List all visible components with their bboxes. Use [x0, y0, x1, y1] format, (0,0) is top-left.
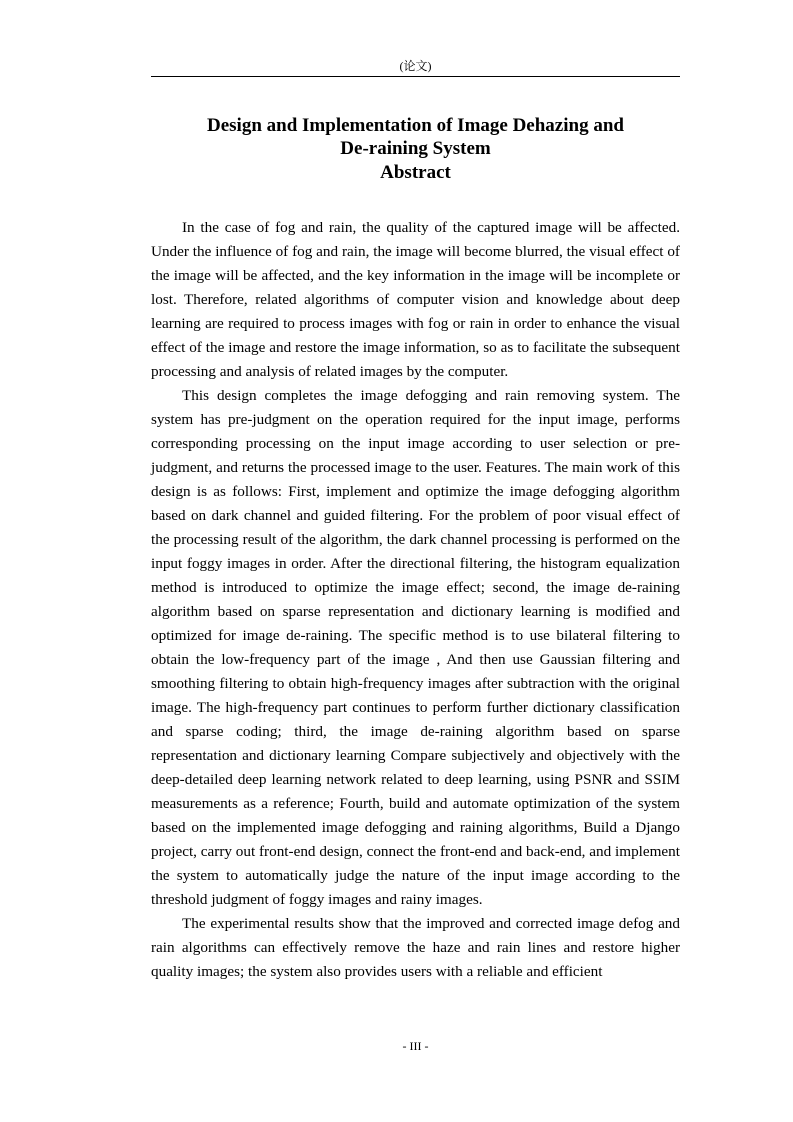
- abstract-heading: Abstract: [380, 162, 451, 183]
- abstract-paragraph-2: This design completes the image defogging and rain removing system. The system has pre-judgment on the operation required for the input image, performs corresponding processing on the input image according to user selection or pre-judgment, and returns the processed image to the user. Features. The main work of this design is as follows: First, implement and optimize the image defogging algorithm based on dark channel and guided filtering. For the problem of poor visual effect of the processing result of the algorithm, the dark channel processing is performed on the input foggy images in order. After the directional filtering, the histogram equalization method is introduced to optimize the image effect; second, the image de-raining algorithm based on sparse representation and dictionary learning is modified and optimized for image de-raining. The specific method is to use bilateral filtering to obtain the low-frequency part of the image , And then use Gaussian filtering and smoothing filtering to obtain high-frequency images after subtraction with the original image. The high-frequency part continues to perform further dictionary classification and sparse coding; third, the image de-raining algorithm based on sparse representation and dictionary learning Compare subjectively and objectively with the deep-detailed deep learning network related to deep learning, using PSNR and SSIM measurements as a reference; Fourth, build and automate optimization of the system based on the implemented image defogging and raining algorithms, Build a Django project, carry out front-end design, connect the front-end and back-end, and implement the system to automatically judge the nature of the input image according to the threshold judgment of foggy images and rainy images.: [151, 387, 680, 908]
- paper-title-line-2: De-raining System: [340, 138, 491, 159]
- running-header: (论文): [399, 59, 432, 73]
- page-number: - III -: [402, 1039, 429, 1053]
- paper-title-line-1: Design and Implementation of Image Dehazing and: [207, 115, 624, 136]
- abstract-paragraph-3: The experimental results show that the improved and corrected image defog and rain algorithms can effectively remove the haze and rain lines and restore higher quality images; the system also provides users with a reliable and efficient: [151, 915, 680, 980]
- abstract-body: [151, 216, 680, 984]
- header-rule: [151, 76, 680, 77]
- abstract-paragraph-1: In the case of fog and rain, the quality of the captured image will be affected. Under the influence of fog and rain, the image will become blurred, the visual effect of the image will be affected, and the key information in the image will be incomplete or lost. Therefore, related algorithms of computer vision and knowledge about deep learning are required to process images with fog or rain in order to enhance the visual effect of the image and restore the image information, so as to facilitate the subsequent processing and analysis of related images by the computer.: [151, 219, 680, 380]
